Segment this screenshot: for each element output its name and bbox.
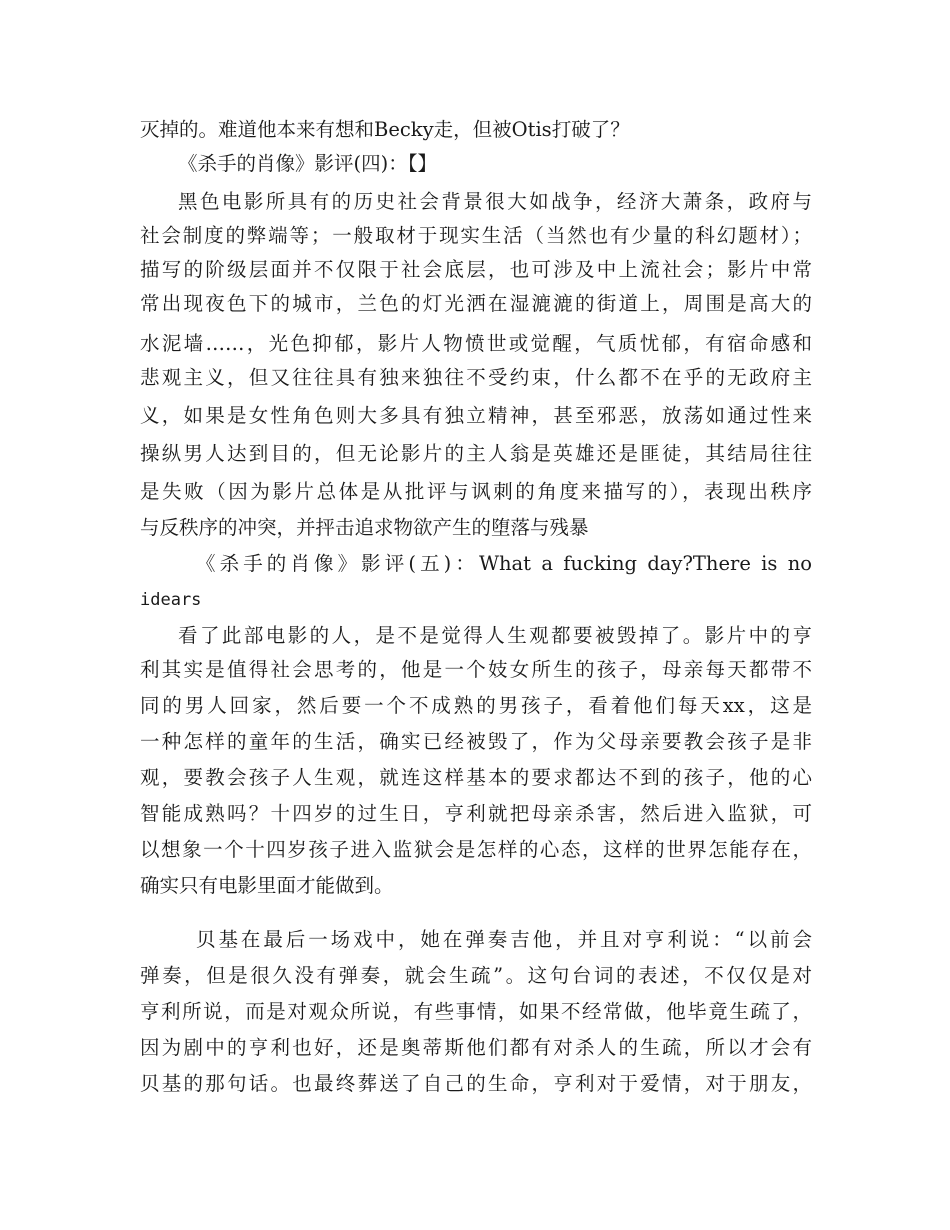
text-line: 悲观主义，但又往往具有独来独往不受约束，什么都不在乎的无政府主	[140, 366, 812, 389]
text-line: 社会制度的弊端等；一般取材于现实生活（当然也有少量的科幻题材）；	[140, 224, 812, 247]
text-line: 操纵男人达到目的，但无论影片的主人翁是英雄还是匪徒，其结局往往	[140, 442, 812, 465]
text-line: 水泥墙……，光色抑郁，影片人物愤世或觉醒，气质忧郁，有宿命感和	[140, 332, 812, 355]
text-line: 观，要教会孩子人生观，就连这样基本的要求都达不到的孩子，他的心	[140, 766, 812, 789]
text-line: 常出现夜色下的城市，兰色的灯光洒在湿漉漉的街道上，周围是高大的	[140, 292, 812, 315]
section-heading: 《杀手的肖像》影评(四)：【】	[178, 152, 437, 175]
text-line: 确实只有电影里面才能做到。	[140, 874, 394, 897]
text-line: 贝基在最后一场戏中，她在弹奏吉他，并且对亨利说：“以前会	[196, 928, 812, 951]
text-line: 因为剧中的亨利也好，还是奥蒂斯他们都有对杀人的生疏，所以才会有	[140, 1036, 812, 1059]
text-line: 智能成熟吗？十四岁的过生日，亨利就把母亲杀害，然后进入监狱，可	[140, 802, 812, 825]
text-line: 贝基的那句话。也最终葬送了自己的生命，亨利对于爱情，对于朋友，	[140, 1072, 812, 1095]
text-line: 同的男人回家，然后要一个不成熟的男孩子，看着他们每天xx，这是	[140, 694, 812, 717]
text-line: 利其实是值得社会思考的，他是一个妓女所生的孩子，母亲每天都带不	[140, 658, 812, 681]
text-line: 以想象一个十四岁孩子进入监狱会是怎样的心态，这样的世界怎能存在，	[140, 838, 812, 861]
section-heading-continued: idears	[140, 590, 202, 610]
text-line: 与反秩序的冲突，并抨击追求物欲产生的堕落与残暴	[140, 516, 589, 539]
text-line: 义，如果是女性角色则大多具有独立精神，甚至邪恶，放荡如通过性来	[140, 404, 812, 427]
text-line: 亨利所说，而是对观众所说，有些事情，如果不经常做，他毕竟生疏了，	[140, 1000, 812, 1023]
section-heading: 《杀手的肖像》影评(五)：What a fucking day?There is no	[196, 552, 812, 575]
text-line: 灭掉的。难道他本来有想和Becky走，但被Otis打破了？	[140, 118, 630, 141]
text-line: 一种怎样的童年的生活，确实已经被毁了，作为父母亲要教会孩子是非	[140, 730, 812, 753]
text-line: 是失败（因为影片总体是从批评与讽刺的角度来描写的），表现出秩序	[140, 480, 812, 503]
text-line: 黑色电影所具有的历史社会背景很大如战争，经济大萧条，政府与	[178, 190, 812, 213]
text-line: 看了此部电影的人，是不是觉得人生观都要被毁掉了。影片中的亨	[178, 624, 812, 647]
text-line: 弹奏，但是很久没有弹奏，就会生疏”。这句台词的表述，不仅仅是对	[140, 964, 812, 987]
text-line: 描写的阶级层面并不仅限于社会底层，也可涉及中上流社会；影片中常	[140, 258, 812, 281]
